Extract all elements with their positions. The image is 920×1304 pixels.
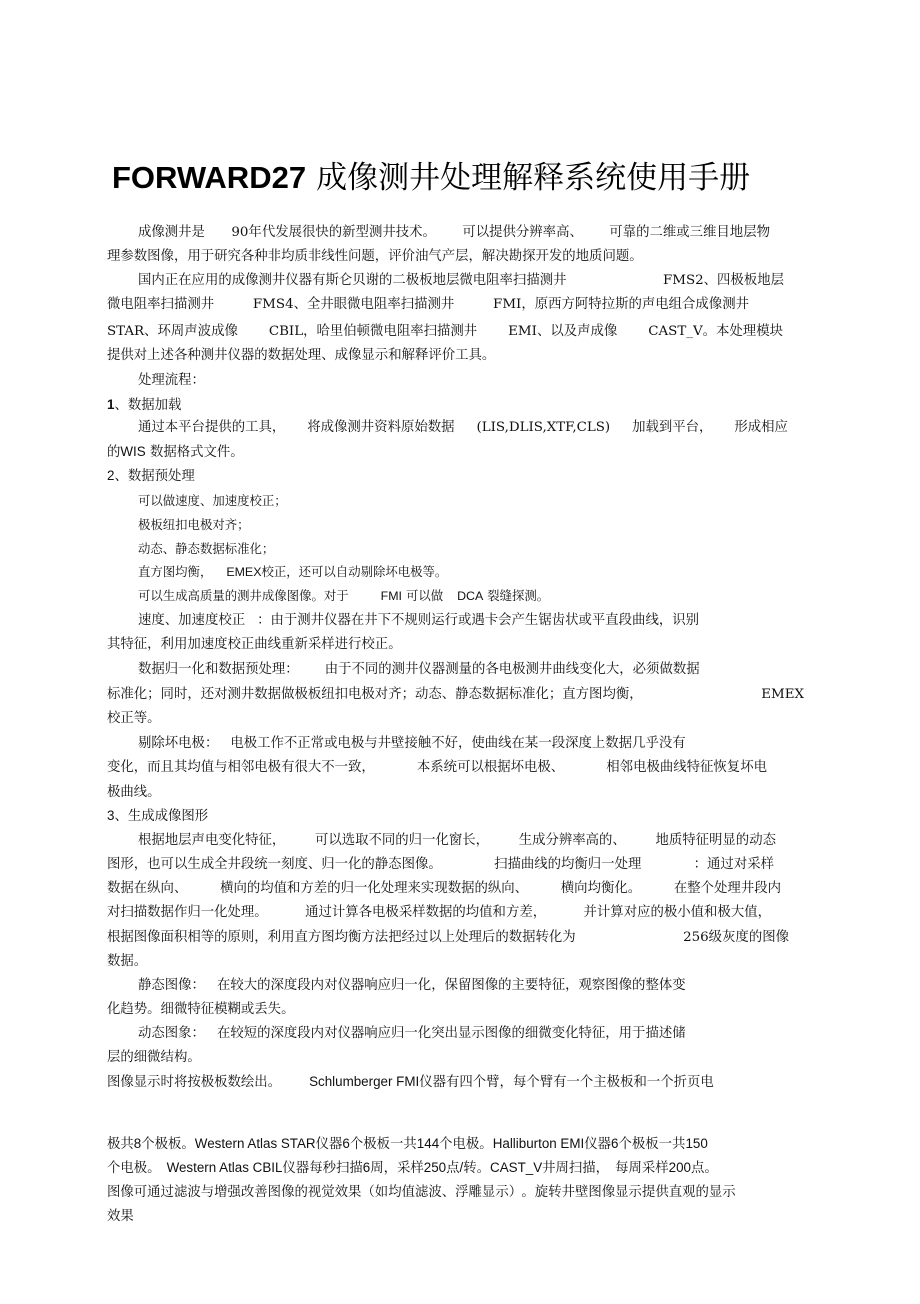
section-number: 1: [107, 397, 115, 412]
text-run: 通过计算各电极采样数据的均值和方差，: [305, 905, 547, 920]
section-3-para-1-line-6: 数据。: [107, 954, 148, 969]
text-run: 点。: [690, 1161, 718, 1176]
text-run: 静态图像：: [138, 978, 205, 993]
text-run: 点: [446, 1161, 460, 1176]
text-run: 、以及声成像: [536, 324, 618, 339]
text-run: 仪器: [584, 1137, 612, 1152]
text-run: 级灰度的图像: [708, 930, 789, 945]
text-run: 相邻电极曲线特征恢复坏电: [606, 760, 767, 775]
text-run: 图像可通过滤波与增强改善图像的视觉效果（如均值滤波、浮雕显示）: [107, 1185, 516, 1200]
intro-line-5: [107, 323, 783, 341]
text-run: 地质特征明显的动态: [655, 833, 776, 848]
section-2-para-3-line-1: [138, 735, 686, 753]
section-3-para-1-line-4: [107, 904, 771, 922]
section-title: 、数据预处理: [114, 469, 195, 484]
text-run: 144: [416, 1136, 440, 1151]
text-run: 在整个处理井段内: [673, 881, 781, 896]
text-run: 变化，而且其均值与相邻电极有很大不一致，: [107, 760, 375, 775]
text-run: 个极板一共: [349, 1137, 417, 1152]
text-run: 数据归一化和数据预处理：: [138, 662, 299, 677]
text-run: FMS2: [662, 273, 704, 288]
text-run: 微电阻率扫描测井: [107, 297, 215, 312]
text-run: 个极板一共: [618, 1137, 686, 1152]
text-run: 90年代发展很快的新型测井技术。: [231, 225, 436, 240]
tail-line-1: [107, 1135, 708, 1154]
text-run: 井周扫描，: [542, 1161, 610, 1176]
text-run: 个电极。: [107, 1161, 161, 1176]
text-run: 对扫描数据作归一化处理。: [107, 905, 268, 920]
text-run: 形成相应: [734, 420, 788, 435]
section-title: 、生成成像图形: [114, 809, 209, 824]
text-run: EMI: [508, 324, 537, 339]
text-run: 剔除坏电极：: [138, 736, 219, 751]
text-run: 根据地层声电变化特征，: [138, 833, 286, 848]
text-run: 数据在纵向、: [107, 881, 188, 896]
text-run: 仪器: [315, 1137, 343, 1152]
text-run: 本系统可以根据坏电极、: [416, 760, 565, 775]
text-run: 直方图均衡，: [138, 564, 213, 579]
section-2-para-2-line-2: [107, 686, 804, 704]
text-run: 、环周声波成像: [144, 324, 238, 339]
title-product-name: FORWARD27: [112, 160, 307, 195]
text-run: /转。: [459, 1160, 491, 1175]
text-run: FMI: [493, 297, 522, 312]
text-run: Halliburton EMI: [492, 1136, 585, 1151]
section-1-line-2: [107, 443, 244, 462]
section-1-heading: [107, 396, 181, 415]
section-3-para-3-line-2: 层的细微结构。: [107, 1050, 201, 1065]
text-run: 根据图像面积相等的原则，利用直方图均衡方法把经过以上处理后的数据转化为: [107, 930, 576, 945]
text-run: 扫描曲线的均衡归一处理: [494, 857, 642, 872]
text-run: 数据格式文件。: [149, 445, 244, 460]
section-2-item-4: [138, 563, 447, 581]
text-run: 标准化；同时，还对测井数据做极板纽扣电极对齐；动态、静态数据标准化；直方图均衡，: [107, 687, 643, 702]
text-run: 加载到平台，: [632, 420, 713, 435]
text-run: EMEX: [761, 687, 804, 702]
section-2-para-1-line-2: 其特征，利用加速度校正曲线重新采样进行校正。: [107, 637, 402, 652]
text-run: 。旋转井壁图像显示提供直观的显示: [521, 1185, 736, 1200]
section-3-para-2-line-2: 化趋势。细微特征模糊或丢失。: [107, 1002, 295, 1017]
section-2-para-2-line-3: 校正等。: [107, 711, 161, 726]
text-run: STAR: [107, 324, 145, 339]
text-run: 校正，还可以自动剔除坏电极等。: [261, 564, 448, 579]
text-run: EMEX: [226, 565, 262, 579]
document-title: [112, 152, 750, 197]
text-run: 每周采样: [615, 1161, 669, 1176]
text-run: ：由于测井仪器在井下不规则运行或遇卡会产生锯齿状或平直段曲线，识别: [257, 613, 700, 628]
intro-line-1: [138, 224, 770, 242]
tail-line-4: 效果: [107, 1209, 134, 1224]
text-run: 250: [423, 1160, 447, 1175]
text-run: 并计算对应的极小值和极大值，: [583, 905, 771, 920]
text-run: 256: [683, 930, 709, 945]
text-run: FMI: [380, 589, 402, 603]
intro-line-2: 理参数图像，用于研究各种非均质非线性问题，评价油气产层，解决勘探开发的地质问题。: [107, 249, 643, 264]
text-run: 横向均衡化。: [560, 881, 642, 896]
section-3-para-2-line-1: [138, 977, 686, 995]
section-2-item-5: [138, 587, 549, 605]
text-run: CBIL: [268, 324, 304, 339]
text-run: 200: [668, 1160, 691, 1175]
text-run: 电极工作不正常或电极与井壁接触不好，使曲线在某一段深度上数据几乎没有: [230, 736, 686, 751]
text-run: 生成分辨率高的、: [518, 833, 626, 848]
text-run: 可以提供分辨率高、: [462, 225, 583, 240]
text-run: 周，采样: [370, 1161, 424, 1176]
text-run: ：通过对采样: [693, 857, 774, 872]
text-run: 个电极。: [439, 1137, 493, 1152]
text-run: 。本处理模块: [702, 324, 783, 339]
text-run: WIS: [120, 444, 146, 459]
text-run: (LIS,DLIS,XTF,CLS): [476, 420, 611, 435]
tail-line-3: [107, 1184, 736, 1202]
text-run: 、全井眼微电阻率扫描测井: [293, 297, 455, 312]
intro-line-4: [107, 296, 749, 314]
text-run: 150: [685, 1136, 708, 1151]
text-run: 由于不同的测井仪器测量的各电极测井曲线变化大，必须做数据: [324, 662, 700, 677]
text-run: 极共: [107, 1137, 134, 1152]
text-run: FMS4: [252, 297, 294, 312]
text-run: 可靠的二维或三维目地层物: [609, 225, 770, 240]
section-2-item-2: 极板纽扣电极对齐；: [138, 517, 250, 532]
title-text: 成像测井处理解释系统使用手册: [316, 160, 751, 195]
text-run: 横向的均值和方差的归一化处理来实现数据的纵向、: [220, 881, 529, 896]
text-run: ，原西方阿特拉斯的声电组合成像测井: [521, 297, 749, 312]
section-2-heading: [107, 467, 195, 486]
tail-line-2: [107, 1159, 718, 1178]
text-run: Western Atlas CBIL: [166, 1160, 283, 1175]
text-run: 速度、加速度校正: [138, 613, 246, 628]
text-run: 个极板。: [141, 1137, 195, 1152]
intro-line-6: 提供对上述各种测井仪器的数据处理、成像显示和解释评价工具。: [107, 348, 496, 363]
text-run: 成像测井是: [138, 225, 205, 240]
text-run: CAST_V: [490, 1160, 543, 1175]
text-run: 图形，也可以生成全井段统一刻度、归一化的静态图像。: [107, 857, 442, 872]
flow-label: 处理流程：: [138, 373, 205, 388]
section-3-para-1-line-5: [107, 929, 789, 947]
section-3-para-1-line-2: [107, 856, 774, 874]
intro-line-3: [138, 272, 784, 290]
section-2-para-2-line-1: [138, 661, 700, 679]
text-run: 可以选取不同的归一化窗长，: [314, 833, 490, 848]
text-run: CAST_V: [648, 324, 703, 339]
section-3-para-1-line-3: [107, 880, 781, 898]
text-run: 6: [362, 1160, 371, 1175]
text-run: 、四极板地层: [703, 273, 784, 288]
text-run: 图像显示时将按极板数绘出。: [107, 1075, 282, 1090]
text-run: 6: [611, 1136, 619, 1151]
section-3-para-4-line-1: [107, 1073, 714, 1092]
section-2-para-1-line-1: [138, 612, 699, 630]
text-run: 国内正在应用的成像测井仪器有斯仑贝谢的二极板地层微电阻率扫描测井: [138, 273, 567, 288]
text-run: DCA: [457, 589, 484, 603]
text-run: 的: [107, 445, 121, 460]
text-run: 在较短的深度段内对仪器响应归一化突出显示图像的细微变化特征，用于描述储: [216, 1026, 686, 1041]
text-run: 可以做: [405, 588, 444, 603]
text-run: 仪器有四个臂，每个臂有一个主极板和一个折页电: [419, 1075, 714, 1090]
text-run: Schlumberger FMI: [309, 1074, 420, 1089]
text-run: 仪器每秒扫描: [282, 1161, 363, 1176]
text-run: 可以生成高质量的测井成像图像。对于: [138, 588, 349, 603]
section-number: 3: [107, 808, 115, 823]
section-title: 、数据加载: [114, 398, 182, 413]
text-run: 8: [133, 1136, 142, 1151]
text-run: 6: [342, 1136, 350, 1151]
section-3-para-1-line-1: [138, 832, 776, 850]
section-2-para-3-line-2: [107, 759, 767, 777]
text-run: Western Atlas STAR: [194, 1136, 316, 1151]
section-2-item-1: 可以做速度、加速度校正；: [138, 493, 287, 508]
section-2-para-3-line-3: 极曲线。: [107, 785, 161, 800]
section-3-heading: [107, 807, 208, 826]
text-run: 将成像测井资料原始数据: [307, 420, 455, 435]
text-run: 通过本平台提供的工具，: [138, 420, 286, 435]
section-1-line-1: [138, 419, 788, 437]
section-2-item-3: 动态、静态数据标准化；: [138, 541, 275, 556]
section-3-para-3-line-1: [138, 1025, 686, 1043]
text-run: 动态图象：: [138, 1026, 205, 1041]
section-number: 2: [107, 468, 115, 483]
text-run: 裂缝探测。: [487, 588, 550, 603]
text-run: 在较大的深度段内对仪器响应归一化，保留图像的主要特征，观察图像的整体变: [216, 978, 686, 993]
text-run: ，哈里伯顿微电阻率扫描测井: [303, 324, 478, 339]
